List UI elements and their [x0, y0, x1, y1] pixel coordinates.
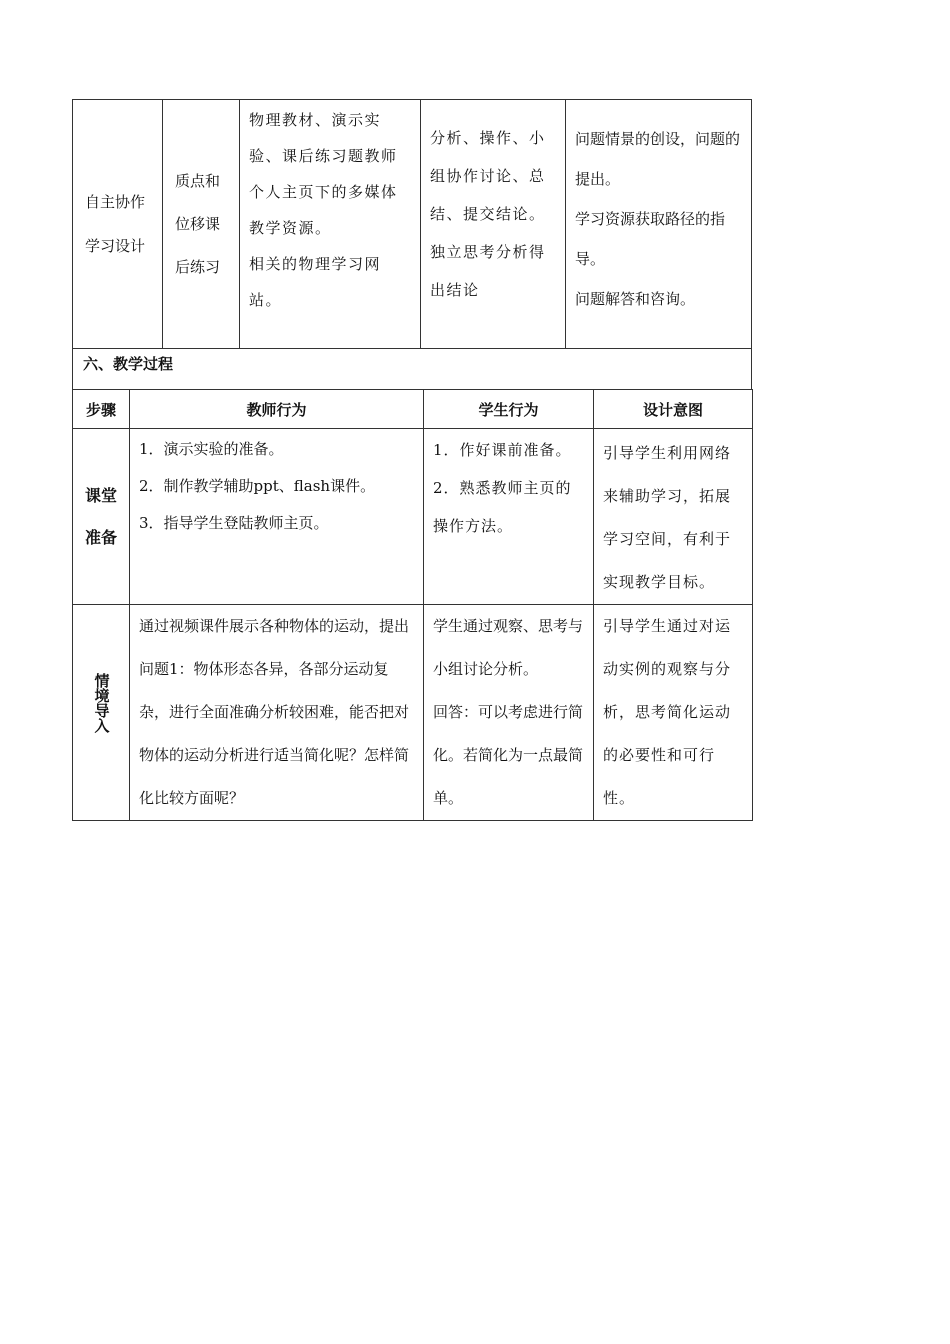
- exercise-topic-cell: [163, 100, 240, 348]
- table-row: [73, 429, 753, 605]
- teacher-cell: 1．演示实验的准备。 2．制作教学辅助ppt、flash课件。 3．指导学生登陆教师主页。: [130, 429, 424, 605]
- header-step: 步骤: [73, 390, 130, 429]
- header-student: 学生行为: [424, 390, 594, 429]
- step-cell: [73, 605, 130, 821]
- step-label: 课堂 准备: [84, 485, 117, 547]
- step-label: 情境导入: [92, 673, 111, 733]
- table-row: [73, 605, 753, 821]
- header-design: 设计意图: [594, 390, 753, 429]
- student-cell: 学生通过观察、思考与小组讨论分析。 回答：可以考虑进行简化。若简化为一点最简单。: [424, 605, 594, 821]
- table-header-row: [73, 390, 753, 429]
- student-cell: 1．作好课前准备。 2．熟悉教师主页的操作方法。: [424, 429, 594, 605]
- design-cell: 引导学生利用网络来辅助学习，拓展学习空间，有利于实现教学目标。: [594, 429, 753, 605]
- resources-cell: 物理教材、演示实验、课后练习题教师个人主页下的多媒体教学资源。 相关的物理学习网站。: [240, 100, 421, 348]
- learning-design-label: 自主协作 学习设计: [85, 193, 146, 255]
- resources-table: [72, 99, 752, 349]
- teaching-process-table: [72, 389, 753, 821]
- teacher-cell: 通过视频课件展示各种物体的运动，提出问题1：物体形态各异，各部分运动复杂，进行全面准确分析较困难，能否把对物体的运动分析进行适当简化呢？怎样简化比较方面呢？: [130, 605, 424, 821]
- exercise-topic: 质点和 位移课 后练习: [175, 171, 221, 276]
- section-heading: 六、教学过程: [72, 349, 752, 389]
- header-teacher: 教师行为: [130, 390, 424, 429]
- student-activity-cell: 分析、操作、小组协作讨论、总结、提交结论。 独立思考分析得出结论: [421, 100, 566, 348]
- teacher-role-cell: 问题情景的创设，问题的提出。 学习资源获取路径的指导。 问题解答和咨询。: [575, 130, 741, 308]
- learning-design-label-cell: [73, 100, 163, 348]
- step-cell: [73, 429, 130, 605]
- design-cell: 引导学生通过对运动实例的观察与分析，思考简化运动的必要性和可行性。: [594, 605, 753, 821]
